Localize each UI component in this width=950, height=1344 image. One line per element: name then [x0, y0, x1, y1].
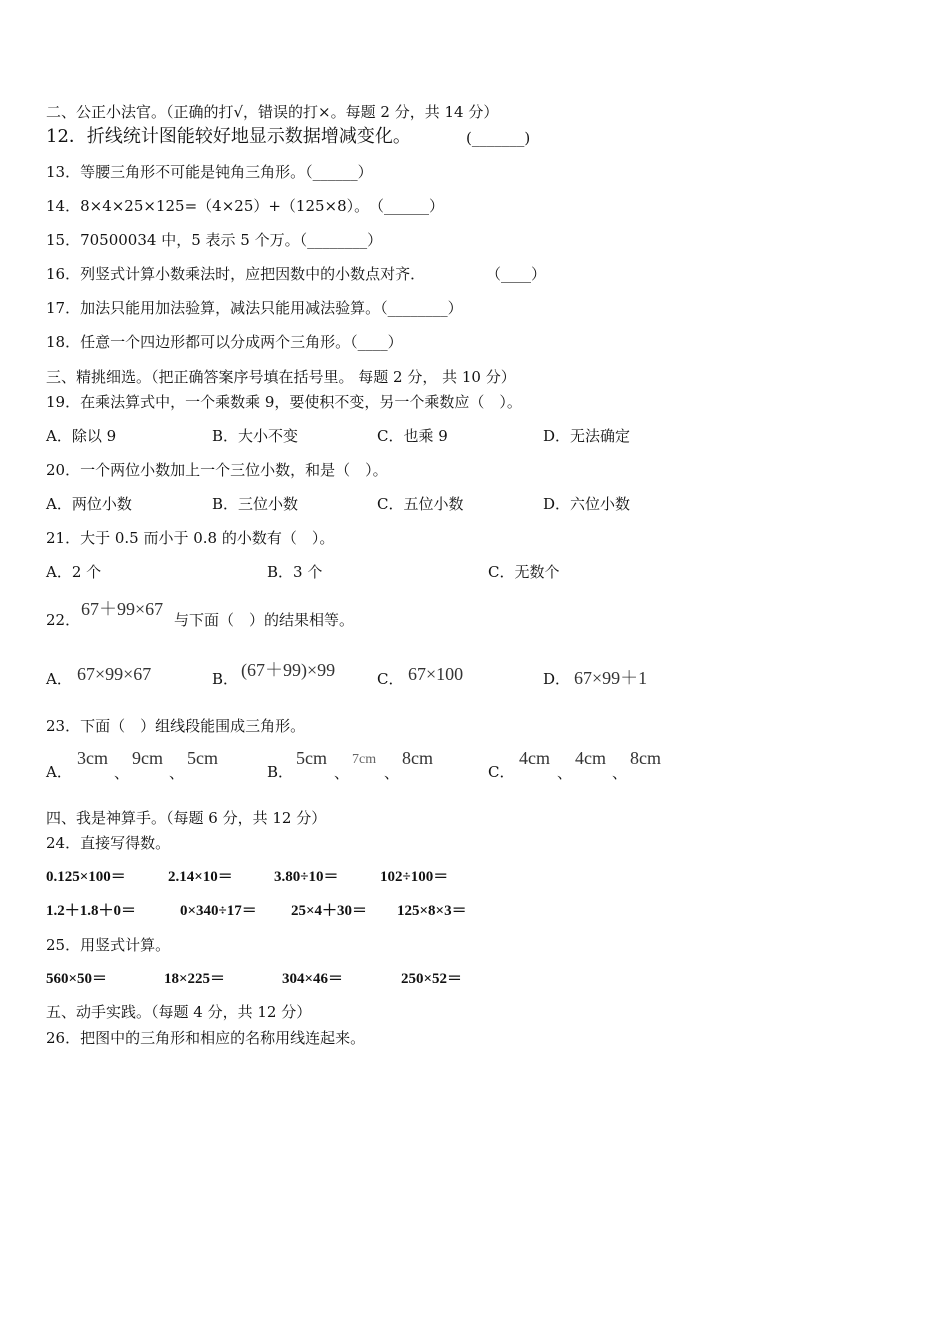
calc-item: 1.2＋1.8＋0＝	[46, 903, 137, 919]
separator: 、	[114, 764, 130, 782]
q22-label-d: D．	[543, 670, 571, 688]
q19-option-a: A．除以 9	[46, 427, 117, 445]
separator: 、	[334, 764, 350, 782]
question-14-blank: （______）	[369, 197, 445, 215]
q23-b-length-1: 5cm	[296, 748, 327, 768]
question-23: 23．下面（ ）组线段能围成三角形。	[46, 717, 306, 735]
q23-label-a: A．	[46, 763, 72, 781]
section-2-heading: 二、公正小法官。（正确的打√，错误的打×。每题 2 分，共 14 分）	[46, 103, 499, 121]
question-14: 14．8×4×25×125=（4×25）+（125×8）。	[46, 197, 370, 215]
q20-option-c: C．五位小数	[377, 495, 464, 513]
section-4-heading: 四、我是神算手。（每题 6 分，共 12 分）	[46, 809, 327, 827]
q22-label-c: C．	[377, 670, 404, 688]
calc-item: 125×8×3＝	[397, 903, 467, 919]
question-17: 17．加法只能用加法验算，减法只能用减法验算。（________）	[46, 299, 463, 317]
q23-b-length-2: 7cm	[352, 752, 377, 767]
separator: 、	[169, 764, 185, 782]
question-24: 24．直接写得数。	[46, 834, 171, 852]
q23-a-length-1: 3cm	[77, 748, 108, 768]
question-20: 20．一个两位小数加上一个三位小数，和是（ ）。	[46, 461, 388, 479]
calc-item: 18×225＝	[164, 971, 226, 987]
question-16-blank: （____）	[486, 265, 547, 283]
q23-label-b: B．	[267, 763, 294, 781]
calc-item: 102÷100＝	[380, 869, 449, 885]
q21-option-a: A．2 个	[46, 563, 102, 581]
q21-option-c: C．无数个	[488, 563, 560, 581]
q19-option-c: C．也乘 9	[377, 427, 448, 445]
question-13: 13．等腰三角形不可能是钝角三角形。（______）	[46, 163, 373, 181]
q23-b-length-3: 8cm	[402, 748, 433, 768]
question-21: 21．大于 0.5 而小于 0.8 的小数有（ ）。	[46, 529, 335, 547]
q23-c-length-2: 4cm	[575, 748, 606, 768]
calc-item: 25×4＋30＝	[291, 903, 368, 919]
q20-option-b: B．三位小数	[212, 495, 299, 513]
q19-option-b: B．大小不变	[212, 427, 299, 445]
calc-item: 0.125×100＝	[46, 869, 126, 885]
calc-item: 0×340÷17＝	[180, 903, 257, 919]
question-12-blank: (_______)	[466, 129, 531, 147]
section-5-heading: 五、动手实践。（每题 4 分，共 12 分）	[46, 1003, 312, 1021]
q23-c-length-3: 8cm	[630, 748, 661, 768]
separator: 、	[557, 764, 573, 782]
q20-option-d: D．六位小数	[543, 495, 631, 513]
q23-label-c: C．	[488, 763, 515, 781]
q23-a-length-3: 5cm	[187, 748, 218, 768]
question-19: 19．在乘法算式中，一个乘数乘 9，要使积不变，另一个乘数应（ ）。	[46, 393, 522, 411]
q20-option-a: A．两位小数	[46, 495, 132, 513]
q22-label-a: A．	[46, 670, 72, 688]
question-22-text: 与下面（ ）的结果相等。	[174, 611, 355, 629]
q23-a-length-2: 9cm	[132, 748, 163, 768]
calc-item: 2.14×10＝	[168, 869, 233, 885]
q22-expression: 67＋99×67	[81, 599, 164, 619]
question-18: 18．任意一个四边形都可以分成两个三角形。（____）	[46, 333, 403, 351]
question-26: 26．把图中的三角形和相应的名称用线连起来。	[46, 1029, 366, 1047]
question-16: 16．列竖式计算小数乘法时，应把因数中的小数点对齐．	[46, 265, 426, 283]
q22-option-c-expr: 67×100	[408, 664, 464, 684]
question-22-number: 22．	[46, 611, 81, 629]
q22-option-b-expr: (67＋99)×99	[241, 660, 336, 680]
separator: 、	[612, 764, 628, 782]
q22-label-b: B．	[212, 670, 239, 688]
q19-option-d: D．无法确定	[543, 427, 631, 445]
question-15: 15．70500034 中，5 表示 5 个万。（________）	[46, 231, 383, 249]
calc-item: 250×52＝	[401, 971, 463, 987]
calc-item: 304×46＝	[282, 971, 344, 987]
separator: 、	[384, 764, 400, 782]
calc-item: 3.80÷10＝	[274, 869, 339, 885]
question-25: 25．用竖式计算。	[46, 936, 171, 954]
q22-option-a-expr: 67×99×67	[77, 664, 152, 684]
q21-option-b: B．3 个	[267, 563, 323, 581]
question-12: 12．折线统计图能较好地显示数据增减变化。	[46, 126, 411, 147]
q22-option-d-expr: 67×99＋1	[574, 668, 648, 688]
q23-c-length-1: 4cm	[519, 748, 550, 768]
section-3-heading: 三、精挑细选。（把正确答案序号填在括号里。 每题 2 分， 共 10 分）	[46, 368, 516, 386]
calc-item: 560×50＝	[46, 971, 108, 987]
